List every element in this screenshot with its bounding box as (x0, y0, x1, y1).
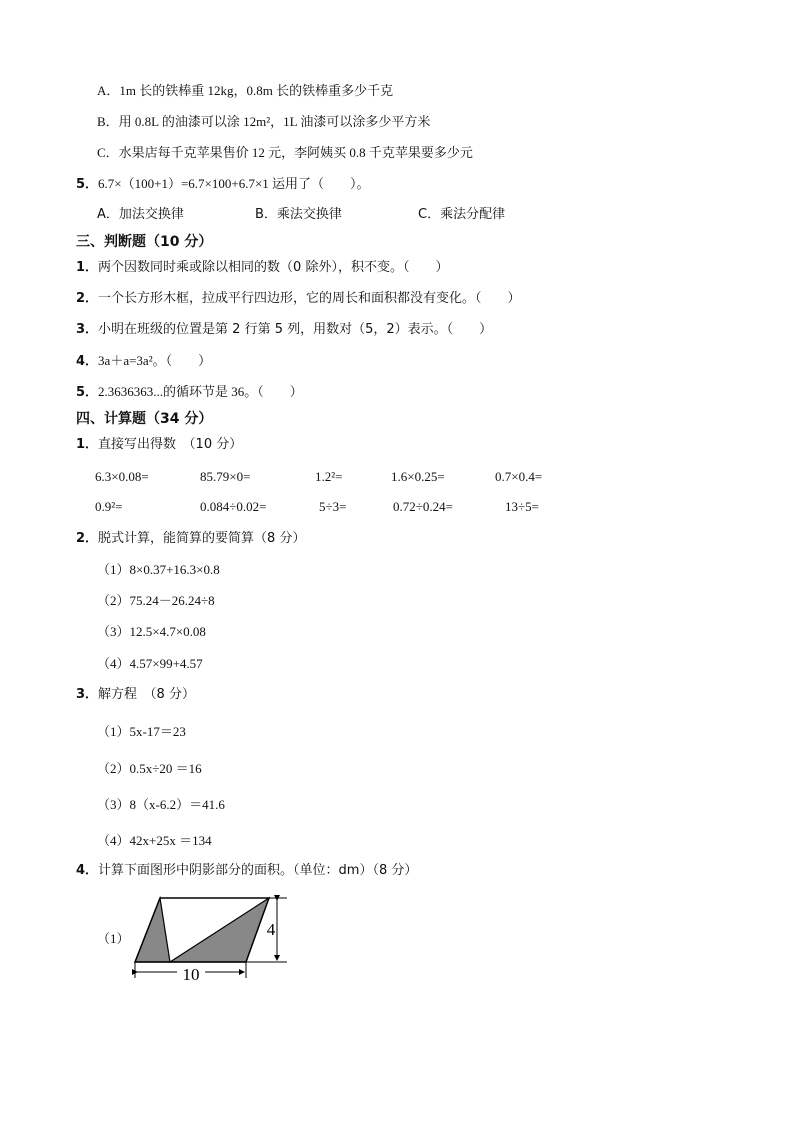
option-b-q4: B．用 0.8L 的油漆可以涂 12m²，1L 油漆可以涂多少平方米 (97, 114, 431, 129)
judgement-item (76, 352, 211, 371)
shaded-triangle-left (135, 898, 170, 962)
shaded-triangle-right (170, 898, 269, 962)
question-text: 2.3636363...的循环节是 36。（ ） (98, 384, 303, 399)
question-text: 小明在班级的位置是第 2 行第 5 列，用数对（5，2）表示。（ ） (98, 322, 493, 337)
option-b-q5: B．乘法交换律 (255, 207, 342, 222)
equation-item: （4）42x+25x ＝134 (97, 833, 212, 848)
judgement-item (76, 321, 492, 339)
question-number: 4． (76, 863, 99, 878)
question-text: 解方程 （8 分） (98, 687, 195, 702)
question-number: 3． (76, 322, 99, 337)
option-a-q4: A．1m 长的铁棒重 12kg，0.8m 长的铁棒重多少千克 (97, 83, 394, 98)
question-number: 3． (76, 687, 99, 702)
shaded-area-figure (125, 890, 295, 990)
calc-question-1 (76, 436, 242, 454)
question-number: 4． (76, 354, 99, 369)
equation-item: （1）5x-17＝23 (97, 724, 186, 739)
expression-item: （4）4.57×99+4.57 (97, 656, 203, 671)
mental-calc-cell: 0.72÷0.24= (393, 499, 453, 514)
calc-question-4 (76, 862, 417, 880)
mental-calc-cell: 13÷5= (505, 499, 539, 514)
question-text: 脱式计算，能简算的要简算（8 分） (98, 531, 306, 546)
section-title-judgement: 三、判断题（10 分） (76, 234, 213, 250)
mental-calc-cell: 5÷3= (319, 499, 347, 514)
expression-item: （1）8×0.37+16.3×0.8 (97, 562, 220, 577)
question-text: 一个长方形木框，拉成平行四边形，它的周长和面积都没有变化。（ ） (98, 291, 521, 306)
calc-question-2 (76, 530, 305, 548)
question-5 (76, 175, 370, 194)
judgement-item (76, 290, 521, 308)
question-number: 5． (76, 177, 99, 192)
question-number: 2． (76, 291, 99, 306)
equation-item: （2）0.5x÷20 ＝16 (97, 761, 202, 776)
question-text: 直接写出得数 （10 分） (98, 437, 243, 452)
question-number: 5． (76, 385, 99, 400)
option-c-q4: C．水果店每千克苹果售价 12 元，李阿姨买 0.8 千克苹果要多少元 (97, 145, 473, 160)
height-label: 4 (266, 920, 276, 939)
mental-calc-cell: 85.79×0= (200, 469, 251, 484)
question-text: 计算下面图形中阴影部分的面积。（单位：dm）（8 分） (98, 863, 418, 878)
question-text: 3a＋a=3a²。（ ） (98, 353, 212, 368)
calc-question-3 (76, 686, 195, 704)
figure-label: （1） (97, 931, 130, 946)
question-number: 2． (76, 531, 99, 546)
mental-calc-cell: 0.9²= (95, 499, 123, 514)
expression-item: （3）12.5×4.7×0.08 (97, 624, 206, 639)
mental-calc-cell: 6.3×0.08= (95, 469, 149, 484)
base-label: 10 (182, 965, 200, 984)
question-text: 两个因数同时乘或除以相同的数（0 除外），积不变。（ ） (98, 260, 449, 275)
question-number: 1． (76, 437, 99, 452)
mental-calc-cell: 0.7×0.4= (495, 469, 543, 484)
judgement-item (76, 259, 448, 277)
question-text: 6.7×（100+1）=6.7×100+6.7×1 运用了（ ）。 (98, 176, 370, 191)
mental-calc-cell: 0.084÷0.02= (200, 499, 267, 514)
judgement-item (76, 383, 303, 402)
section-title-calculation: 四、计算题（34 分） (76, 411, 213, 427)
expression-item: （2）75.24－26.24÷8 (97, 593, 215, 608)
equation-item: （3）8（x-6.2）＝41.6 (97, 797, 225, 812)
option-c-q5: C．乘法分配律 (418, 207, 506, 222)
mental-calc-cell: 1.2²= (315, 469, 343, 484)
question-number: 1． (76, 260, 99, 275)
option-a-q5: A．加法交换律 (97, 207, 184, 222)
mental-calc-cell: 1.6×0.25= (391, 469, 445, 484)
